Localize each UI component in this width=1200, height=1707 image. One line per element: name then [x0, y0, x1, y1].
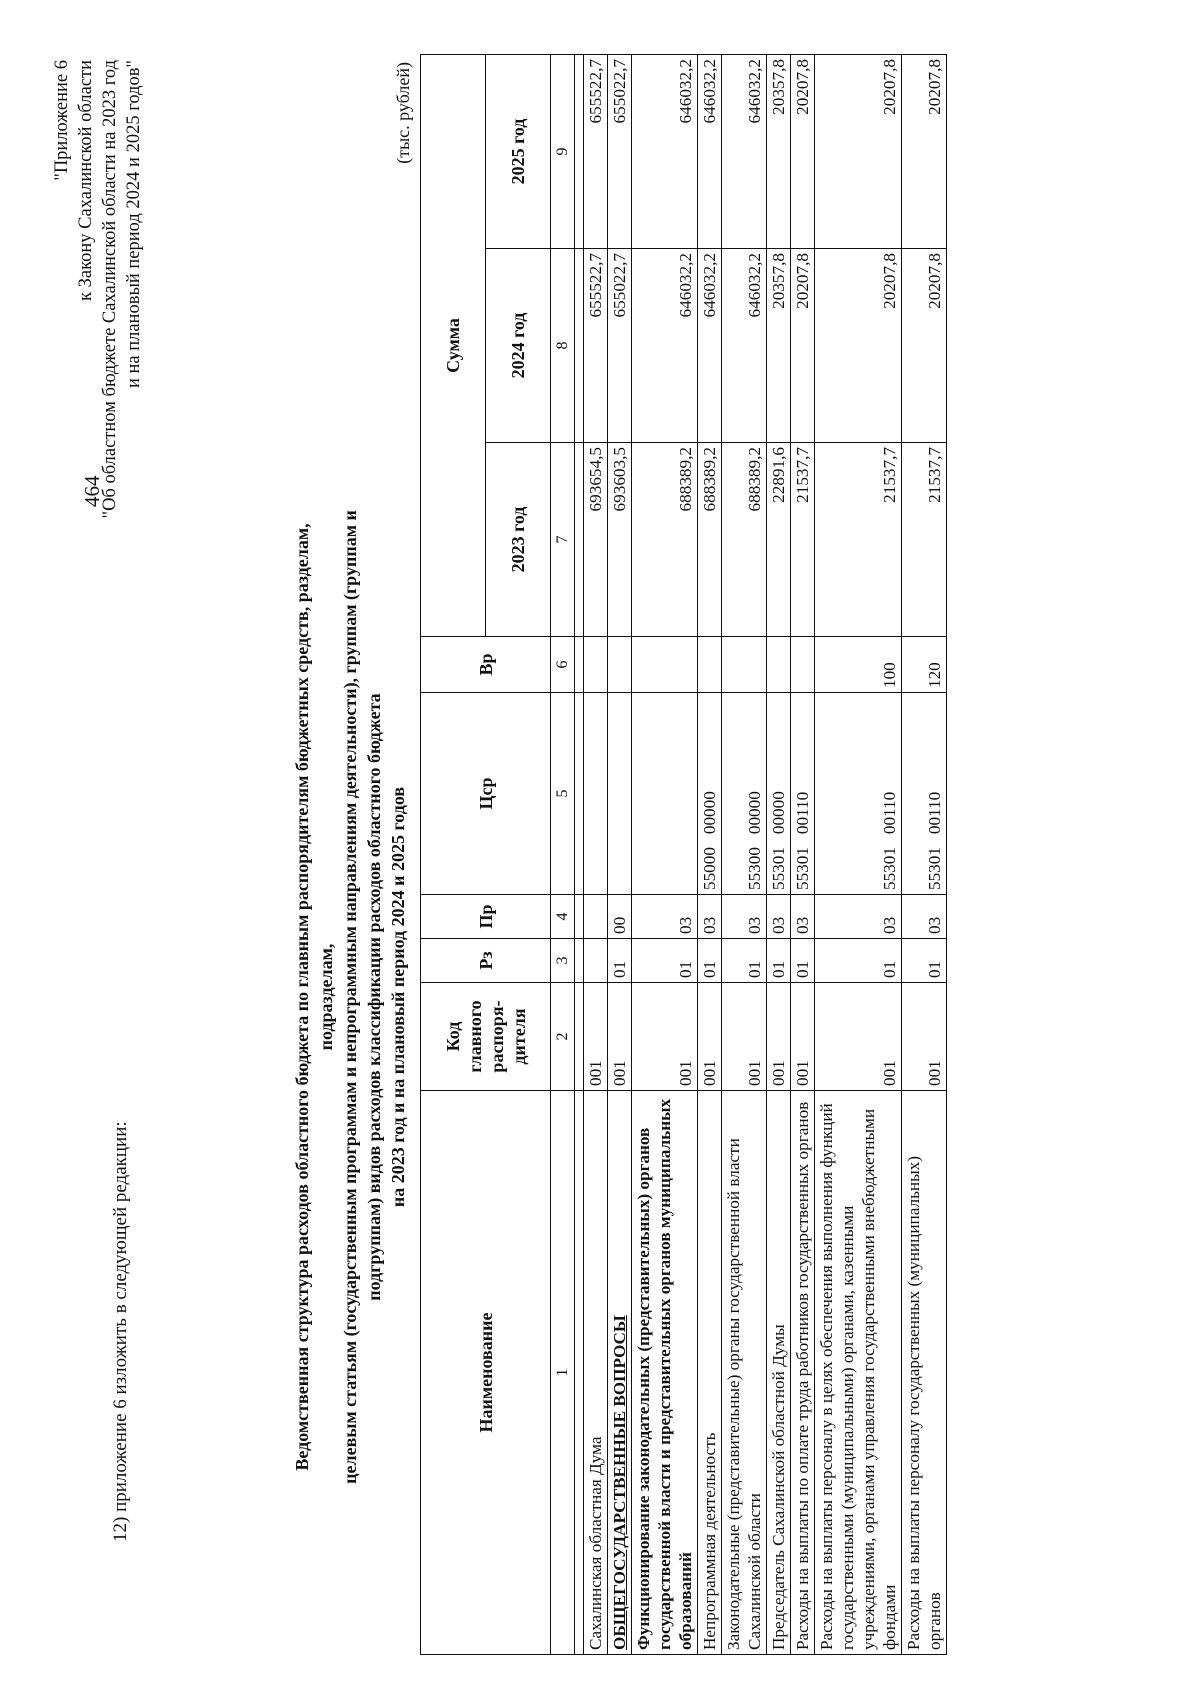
cell-csr: 55301 00110 — [815, 693, 902, 895]
table-row — [767, 54, 791, 1654]
cell-code: 001 — [584, 983, 608, 1091]
cell-csr: 55301 00110 — [791, 693, 815, 895]
cell-rz: 01 — [791, 939, 815, 983]
cell-rz: 01 — [608, 939, 632, 983]
cell-csr: 55000 00000 — [698, 693, 722, 895]
cell-y2025: 655522,7 — [584, 54, 608, 248]
appendix-line: "Об областном бюджете Сахалинской области на 2023 год — [100, 60, 120, 519]
cell-code: 001 — [815, 983, 902, 1091]
cell-y2024: 20207,8 — [902, 249, 947, 443]
cell-vr — [698, 637, 722, 693]
cell-y2025: 646032,2 — [698, 54, 722, 248]
cell-csr: 55301 00110 — [902, 693, 947, 895]
cell-vr: 120 — [902, 637, 947, 693]
cell-name: Председатель Сахалинской областной Думы — [767, 1091, 791, 1655]
header-pr: Пр — [421, 895, 551, 939]
header-name: Наименование — [421, 1091, 551, 1655]
cell-name: Расходы на выплаты персоналу в целях обеспечения выполнения функций государственными (муниципальными) органами, казенными учреждениями, органами управления государственными внебюджетными фондами — [815, 1091, 902, 1655]
cell-y2024: 655522,7 — [584, 249, 608, 443]
cell-name: Расходы на выплаты персоналу государственных (муниципальных) органов — [902, 1091, 947, 1655]
cell-code: 001 — [722, 983, 767, 1091]
cell-y2023: 688389,2 — [632, 443, 698, 637]
cell-y2025: 655022,7 — [608, 54, 632, 248]
cell-name: Расходы на выплаты по оплате труда работников государственных органов — [791, 1091, 815, 1655]
title-line: целевым статьям (государственным программам и непрограммным направлениям деятельности), группам (группам и — [340, 510, 360, 1484]
col-number: 7 — [551, 443, 575, 637]
cell-y2024: 20357,8 — [767, 249, 791, 443]
cell-y2023: 21537,7 — [902, 443, 947, 637]
cell-y2024: 646032,2 — [698, 249, 722, 443]
header-csr: Цср — [421, 693, 551, 895]
appendix-line: к Закону Сахалинской области — [76, 60, 96, 302]
table-row — [902, 54, 947, 1654]
cell-rz: 01 — [632, 939, 698, 983]
header-vr: Вр — [421, 637, 551, 693]
cell-name: Функционирование законодательных (представительных) органов государственной власти и представительных органов муниципальных образований — [632, 1091, 698, 1655]
col-number: 9 — [551, 54, 575, 248]
document-title — [290, 487, 410, 1507]
cell-code: 001 — [791, 983, 815, 1091]
cell-pr: 03 — [632, 895, 698, 939]
col-number: 5 — [551, 693, 575, 895]
cell-vr — [722, 637, 767, 693]
title-line: на 2023 год и на плановый период 2024 и 2025 годов — [388, 786, 408, 1208]
cell-y2023: 21537,7 — [791, 443, 815, 637]
cell-rz: 01 — [815, 939, 902, 983]
table-row — [815, 54, 902, 1654]
column-number-row — [551, 54, 575, 1654]
cell-rz — [584, 939, 608, 983]
cell-y2023: 688389,2 — [722, 443, 767, 637]
cell-y2024: 646032,2 — [632, 249, 698, 443]
cell-csr: 55301 00000 — [767, 693, 791, 895]
cell-pr: 03 — [767, 895, 791, 939]
cell-y2023: 22891,6 — [767, 443, 791, 637]
cell-vr — [584, 637, 608, 693]
cell-csr — [608, 693, 632, 895]
appendix-line: "Приложение 6 — [52, 60, 72, 181]
col-number: 3 — [551, 939, 575, 983]
col-number: 8 — [551, 249, 575, 443]
cell-y2025: 20207,8 — [902, 54, 947, 248]
table-row — [698, 54, 722, 1654]
col-number: 6 — [551, 637, 575, 693]
cell-code: 001 — [632, 983, 698, 1091]
appendix-header — [50, 60, 146, 518]
cell-vr — [632, 637, 698, 693]
appendix-line: и на плановый период 2024 и 2025 годов" — [124, 60, 144, 389]
table-row — [632, 54, 698, 1654]
cell-pr — [584, 895, 608, 939]
units-label: (тыс. рублей) — [393, 62, 413, 164]
cell-y2024: 655022,7 — [608, 249, 632, 443]
cell-y2023: 693603,5 — [608, 443, 632, 637]
header-2024: 2024 год — [486, 249, 551, 443]
cell-vr — [791, 637, 815, 693]
cell-y2024: 20207,8 — [791, 249, 815, 443]
cell-rz: 01 — [902, 939, 947, 983]
col-number: 1 — [551, 1091, 575, 1655]
cell-y2023: 688389,2 — [698, 443, 722, 637]
table-row — [722, 54, 767, 1654]
cell-y2025: 20357,8 — [767, 54, 791, 248]
cell-y2023: 693654,5 — [584, 443, 608, 637]
cell-csr: 55300 00000 — [722, 693, 767, 895]
cell-rz: 01 — [767, 939, 791, 983]
header-row — [421, 54, 486, 1654]
spacer-row — [575, 54, 584, 1654]
cell-vr — [608, 637, 632, 693]
cell-y2024: 646032,2 — [722, 249, 767, 443]
cell-code: 001 — [902, 983, 947, 1091]
cell-pr: 03 — [722, 895, 767, 939]
cell-name: Непрограммная деятельность — [698, 1091, 722, 1655]
table-row — [608, 54, 632, 1654]
page-number: 464 — [80, 475, 104, 507]
table-row — [791, 54, 815, 1654]
cell-pr: 03 — [902, 895, 947, 939]
cell-y2025: 646032,2 — [632, 54, 698, 248]
title-line: Ведомственная структура расходов областного бюджета по главным распорядителям бюджетных средств, разделам, подразделам, — [292, 523, 336, 1471]
budget-table — [420, 54, 947, 1655]
cell-code: 001 — [767, 983, 791, 1091]
cell-y2025: 646032,2 — [722, 54, 767, 248]
title-line: подгруппам) видов расходов классификации расходов областного бюджета — [364, 693, 384, 1301]
cell-name: Законодательные (представительные) органы государственной власти Сахалинской области — [722, 1091, 767, 1655]
header-2023: 2023 год — [486, 443, 551, 637]
cell-y2023: 21537,7 — [815, 443, 902, 637]
cell-y2024: 20207,8 — [815, 249, 902, 443]
header-rz: Рз — [421, 939, 551, 983]
cell-pr: 00 — [608, 895, 632, 939]
table-row — [584, 54, 608, 1654]
cell-y2025: 20207,8 — [815, 54, 902, 248]
cell-csr — [584, 693, 608, 895]
cell-csr — [632, 693, 698, 895]
cell-name: ОБЩЕГОСУДАРСТВЕННЫЕ ВОПРОСЫ — [608, 1091, 632, 1655]
cell-pr: 03 — [791, 895, 815, 939]
cell-y2025: 20207,8 — [791, 54, 815, 248]
col-number: 2 — [551, 983, 575, 1091]
header-code: Код главного распоря-дителя — [421, 983, 551, 1091]
cell-code: 001 — [608, 983, 632, 1091]
cell-rz: 01 — [698, 939, 722, 983]
intro-text: 12) приложение 6 изложить в следующей редакции: — [110, 1121, 131, 1542]
col-number: 4 — [551, 895, 575, 939]
cell-vr — [767, 637, 791, 693]
cell-vr: 100 — [815, 637, 902, 693]
cell-code: 001 — [698, 983, 722, 1091]
header-2025: 2025 год — [486, 54, 551, 248]
table-body — [584, 54, 947, 1654]
cell-rz: 01 — [722, 939, 767, 983]
cell-name: Сахалинская областная Дума — [584, 1091, 608, 1655]
cell-pr: 03 — [698, 895, 722, 939]
cell-pr: 03 — [815, 895, 902, 939]
header-sum: Сумма — [421, 54, 486, 636]
